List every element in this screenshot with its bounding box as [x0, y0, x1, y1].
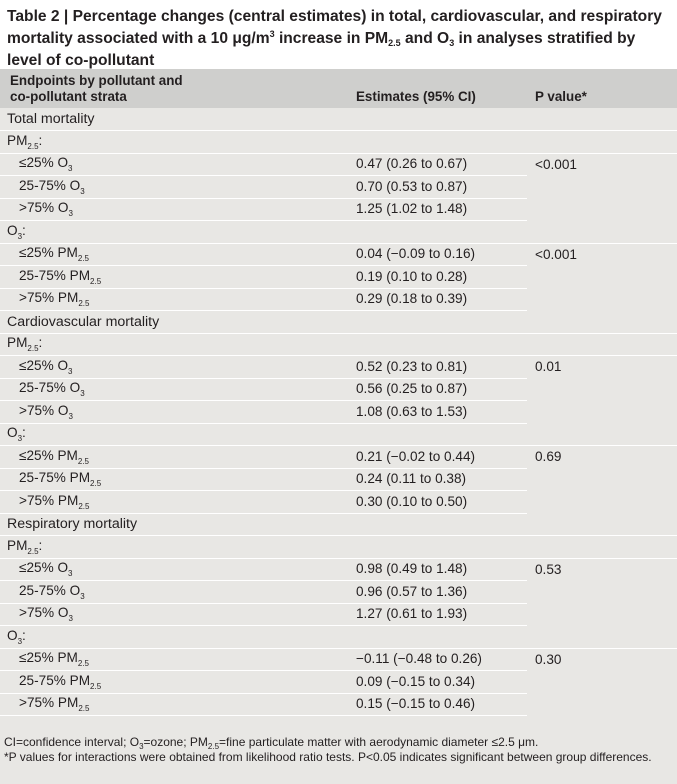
header-endpoints-line2: co-pollutant strata [10, 89, 127, 104]
stratum-text: ≤25% O [19, 560, 69, 576]
stratum-label [0, 266, 349, 289]
stratum-label [0, 648, 349, 671]
section-title: Cardiovascular mortality [0, 311, 677, 334]
stratum-label [0, 176, 349, 199]
p-value-cell: 0.01 [535, 359, 562, 374]
footnote-text: =fine particulate matter with aerodynamic diameter ≤2.5 μm. [219, 735, 539, 749]
pollutant-name: PM [7, 132, 28, 148]
footnote-sub: 3 [139, 742, 144, 751]
stratum-text: ≤25% PM [19, 245, 78, 261]
stratum-text: 25-75% O [19, 582, 81, 598]
stratum-label [0, 558, 349, 581]
footnote-text: CI=confidence interval; O [4, 735, 140, 749]
header-endpoints-line1: Endpoints by pollutant and [10, 73, 183, 88]
stratum-label [0, 378, 349, 401]
pollutant-suffix: : [22, 425, 26, 441]
estimate-cell: 0.47 (0.26 to 0.67) [349, 153, 527, 176]
stratum-text: 25-75% PM [19, 672, 91, 688]
title-line-2 [7, 28, 670, 50]
pollutant-label [0, 131, 677, 154]
stratum-text: 25-75% O [19, 177, 81, 193]
footnotes [4, 736, 674, 763]
section-title: Total mortality [0, 108, 677, 131]
estimate-cell: 0.52 (0.23 to 0.81) [349, 356, 527, 379]
pollutant-suffix: : [22, 627, 26, 643]
estimate-cell: 0.04 (−0.09 to 0.16) [349, 243, 527, 266]
title-text: increase in PM [274, 30, 389, 47]
stratum-subscript: 3 [80, 591, 85, 601]
estimate-cell: 0.30 (0.10 to 0.50) [349, 491, 527, 514]
header-row [0, 69, 677, 108]
stratum-label [0, 198, 349, 221]
estimate-cell: 0.09 (−0.15 to 0.34) [349, 671, 527, 694]
stratum-subscript: 2.5 [78, 704, 90, 714]
pollutant-label [0, 626, 677, 649]
pollutant-label [0, 221, 677, 244]
pollutant-subscript: 3 [17, 434, 23, 444]
pollutant-suffix: : [38, 132, 43, 148]
stratum-label [0, 581, 349, 604]
stratum-label [0, 446, 349, 469]
stratum-subscript: 3 [68, 164, 73, 174]
pollutant-subscript: 2.5 [27, 141, 39, 151]
estimate-cell: 1.08 (0.63 to 1.53) [349, 401, 527, 424]
pollutant-name: O [7, 627, 18, 643]
stratum-label [0, 693, 349, 716]
pollutant-row [0, 423, 677, 446]
stratum-subscript: 2.5 [77, 254, 89, 264]
pollutant-row [0, 536, 677, 559]
stratum-text: ≤25% PM [19, 650, 78, 666]
pollutant-subscript: 3 [17, 231, 23, 241]
pollutant-name: PM [7, 537, 28, 553]
header-p-value: P value* [527, 69, 677, 108]
pollutant-label [0, 423, 677, 446]
stratum-subscript: 3 [68, 411, 73, 421]
stratum-text: 25-75% PM [19, 267, 91, 283]
pollutant-name: O [7, 222, 18, 238]
stratum-text: >75% O [19, 402, 69, 418]
section-row [0, 108, 677, 131]
stratum-text: >75% PM [19, 695, 79, 711]
stratum-subscript: 3 [80, 389, 85, 399]
title-line-3: level of co-pollutant [7, 52, 155, 69]
section-row [0, 311, 677, 334]
estimate-cell: 1.27 (0.61 to 1.93) [349, 603, 527, 626]
stratum-label [0, 401, 349, 424]
stratum-text: ≤25% PM [19, 447, 78, 463]
p-value-cell: <0.001 [535, 156, 577, 172]
pollutant-name: PM [7, 335, 28, 351]
stratum-label [0, 356, 349, 379]
stratum-text: >75% O [19, 200, 69, 216]
title-text: in analyses stratified by [454, 30, 636, 47]
p-value-cell: <0.001 [535, 246, 577, 262]
estimate-cell: 0.98 (0.49 to 1.48) [349, 558, 527, 581]
stratum-text: >75% PM [19, 290, 79, 306]
results-table [0, 69, 677, 716]
stratum-label [0, 671, 349, 694]
table-title [0, 0, 677, 69]
footnote-2: *P values for interactions were obtained from likelihood ratio tests. P<0.05 indicates significant between group differences. [4, 749, 652, 764]
stratum-label [0, 491, 349, 514]
pollutant-row [0, 131, 677, 154]
table-row [0, 243, 677, 266]
pollutant-row [0, 333, 677, 356]
pollutant-suffix: : [38, 537, 43, 553]
title-text: mortality associated with a 10 μg/m [7, 30, 270, 47]
header-estimates: Estimates (95% CI) [349, 69, 527, 108]
estimate-cell: 0.15 (−0.15 to 0.46) [349, 693, 527, 716]
table-row [0, 153, 677, 176]
estimate-cell: 0.19 (0.10 to 0.28) [349, 266, 527, 289]
pollutant-name: O [7, 425, 18, 441]
footnote-sub: 2.5 [207, 742, 220, 751]
pollutant-subscript: 2.5 [27, 344, 39, 354]
table-body [0, 108, 677, 716]
stratum-text: 25-75% O [19, 380, 81, 396]
table-row [0, 648, 677, 671]
pollutant-suffix: : [38, 335, 43, 351]
pollutant-suffix: : [22, 222, 26, 238]
stratum-label [0, 243, 349, 266]
estimate-cell: 0.21 (−0.02 to 0.44) [349, 446, 527, 469]
footnote-text: =ozone; PM [143, 735, 208, 749]
stratum-subscript: 2.5 [78, 501, 90, 511]
title-sub: 2.5 [388, 38, 401, 48]
stratum-subscript: 3 [68, 209, 73, 219]
stratum-subscript: 3 [80, 186, 85, 196]
estimate-cell: 1.25 (1.02 to 1.48) [349, 198, 527, 221]
stratum-text: >75% PM [19, 492, 79, 508]
stratum-text: 25-75% PM [19, 470, 91, 486]
title-line-1: Table 2 | Percentage changes (central estimates) in total, cardiovascular, and respiratory [7, 8, 662, 25]
estimate-cell: 0.24 (0.11 to 0.38) [349, 468, 527, 491]
stratum-subscript: 2.5 [90, 681, 102, 691]
stratum-text: ≤25% O [19, 357, 69, 373]
pollutant-subscript: 2.5 [27, 546, 39, 556]
estimate-cell: 0.29 (0.18 to 0.39) [349, 288, 527, 311]
header-endpoints [0, 69, 349, 108]
stratum-subscript: 3 [68, 366, 73, 376]
p-value-cell: 0.30 [535, 651, 562, 667]
table-row [0, 446, 677, 469]
title-sub: 3 [449, 38, 455, 48]
p-value-cell: 0.69 [535, 449, 562, 464]
pollutant-row [0, 221, 677, 244]
stratum-subscript: 3 [68, 614, 73, 624]
table-row [0, 558, 677, 581]
stratum-label [0, 288, 349, 311]
pollutant-subscript: 3 [17, 636, 23, 646]
estimate-cell: −0.11 (−0.48 to 0.26) [349, 648, 527, 671]
stratum-text: ≤25% O [19, 155, 69, 171]
pollutant-label [0, 536, 677, 559]
pollutant-row [0, 626, 677, 649]
estimate-cell: 0.56 (0.25 to 0.87) [349, 378, 527, 401]
stratum-subscript: 3 [68, 569, 73, 579]
stratum-text: >75% O [19, 605, 69, 621]
footnote-1 [4, 736, 674, 751]
title-sup: 3 [269, 29, 275, 39]
title-text: and O [400, 30, 450, 47]
section-row [0, 513, 677, 536]
pollutant-label [0, 333, 677, 356]
stratum-subscript: 2.5 [90, 479, 102, 489]
p-value-cell: 0.53 [535, 561, 562, 577]
section-title: Respiratory mortality [0, 513, 677, 536]
stratum-label [0, 603, 349, 626]
table-row [0, 356, 677, 379]
stratum-label [0, 153, 349, 176]
estimate-cell: 0.96 (0.57 to 1.36) [349, 581, 527, 604]
stratum-subscript: 2.5 [90, 276, 102, 286]
estimate-cell: 0.70 (0.53 to 0.87) [349, 176, 527, 199]
stratum-subscript: 2.5 [77, 659, 89, 669]
stratum-subscript: 2.5 [78, 299, 90, 309]
stratum-subscript: 2.5 [77, 456, 89, 466]
stratum-label [0, 468, 349, 491]
